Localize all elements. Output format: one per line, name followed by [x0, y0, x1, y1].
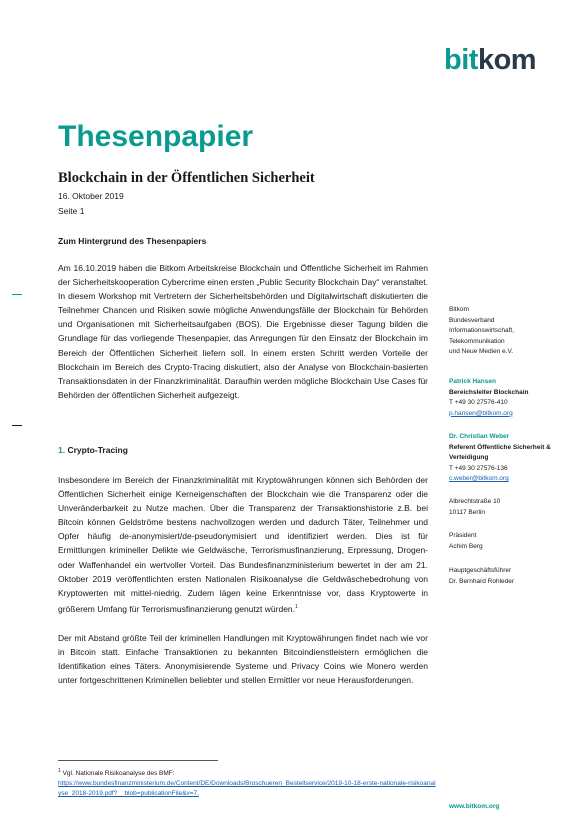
logo-part-bit: bit [444, 44, 478, 76]
intro-heading: Zum Hintergrund des Thesenpapiers [58, 236, 207, 246]
sidebar-address [449, 497, 584, 518]
page-number: Seite 1 [58, 206, 85, 216]
footnote-marker: 1 [58, 768, 61, 774]
section-1-title: Crypto-Tracing [67, 445, 128, 455]
footnote-reference[interactable]: 1 [295, 603, 298, 610]
margin-mark-bottom [12, 425, 22, 426]
sidebar-organization [449, 305, 584, 358]
contact-role: Bereichsleiter Blockchain [449, 388, 529, 396]
president-label: Präsident [449, 532, 477, 539]
paragraph-3: Der mit Abstand größte Teil der kriminellen Handlungen mit Kryptowährungen findet nach wie vor in Bitcoin statt. Einfache Transaktionen zu bekannten Bitcoindienstleistern ermöglichen die Identifikation eines Täters. Anonymisierende Systeme und Privacy Coins wie Monero werden unter fortgeschrittenen Kriminellen beliebter und stellen Ermittler vor neue Herausforderungen. [58, 633, 428, 686]
org-line: Telekommunikation [449, 337, 505, 345]
contact-email-link[interactable]: p.hansen@bitkom.org [449, 409, 513, 417]
contact-email-link[interactable]: c.weber@bitkom.org [449, 475, 509, 483]
footnote-url-link[interactable]: https://www.bundesfinanzministerium.de/Content/DE/Downloads/Broschueren_Bestellservice/2019-10-18-erste-nationale-risikoanalyse_2018-2019.pdf?__blob=publicationFile&v=7. [58, 780, 436, 798]
logo-part-kom: kom [477, 44, 537, 76]
president-name: Achim Berg [449, 542, 483, 550]
sidebar-president [449, 531, 584, 552]
contact-name: Dr. Christian Weber [449, 433, 510, 440]
ceo-label: Hauptgeschäftsführer [449, 567, 512, 574]
footnote-divider [58, 760, 218, 761]
sidebar-contact-2 [449, 432, 584, 485]
address-line: 10117 Berlin [449, 508, 486, 516]
footer-website-link[interactable]: www.bitkom.org [449, 803, 500, 810]
sidebar-contact-1 [449, 377, 584, 419]
ceo-name: Dr. Bernhard Rohleder [449, 577, 515, 585]
sidebar-ceo [449, 566, 584, 587]
paragraph-2-text: Insbesondere im Bereich der Finanzkriminalität mit Kryptowährungen können sich Behörden der Öffentlichen Sicherheit einige Kerneigenschaften der Blockchain wie die Transparenz oder die Unveränderbarkeit zu Nutze machen. Über die Transparenz der Transaktionshistorie z.B. bei Bitcoin können Geldströme bestens nachvollzogen werden und dadurch Täter, Teilnehmer und Opfer häufig de-anonymisiert/de-pseudonymisiert und identifiziert werden. Dies ist für Ermittlungen krimineller Delikte wie Geldwäsche, Terrorismusfinanzierung, Erpressung, Drogen- oder Waffenhandel ein wertvoller Vorteil. Das Bundesfinanzministerium bewertet in der am 21. Oktober 2019 veröffentlichten ersten Nationalen Risikoanalyse die Geldwäschebedrohung von Kryptowerten mit mittel-niedrig. Zudem lägen keine Erkenntnisse vor, dass Kryptowerte in größerem Umfang für Terrorismusfinanzierung genutzt würden. [58, 475, 428, 614]
address-line: Albrechtstraße 10 [449, 498, 501, 505]
paragraph-2 [58, 473, 428, 616]
document-title: Blockchain in der Öffentlichen Sicherheit [58, 170, 315, 186]
paragraph-1: Am 16.10.2019 haben die Bitkom Arbeitskreise Blockchain und Öffentliche Sicherheit im Rahmen der Sicherheitskooperation Cybercrime einen ersten „Public Security Blockchain Day“ veranstaltet. In diesem Workshop mit Vertretern der Sicherheitsbehörden und Digitalwirtschaft diskutierten die Teilnehmer Chancen und Risiken sowie mögliche Anwendungsfälle der Blockchain für Behörden und Organisationen mit Sicherheitsaufgaben (BOS). Die Ergebnisse dieser Tagung bilden die Grundlage für das vorliegende Thesenpapier, das Anregungen für den Einsatz der Blockchain im Bereich der Öffentlichen Sicherheit liefern soll. In einem ersten Schritt werden Vorteile der Blockchain im Bereich des Crypto-Tracing diskutiert, also der Analyse von Blockchain-basierten Transaktionsdaten in der Finanzkriminalität. Daraufhin werden mögliche Blockchain Use Cases für Behörden der öffentlichen Sicherheit aufgezeigt. [58, 263, 428, 400]
document-type: Thesenpapier [58, 120, 254, 153]
margin-mark-top [12, 294, 22, 295]
org-line: Bundesverband [449, 316, 495, 324]
footnote-text-line [58, 766, 438, 779]
footnote-text: Vgl. Nationale Risikoanalyse des BMF: [62, 770, 175, 778]
contact-phone: T +49 30 27576-410 [449, 399, 508, 407]
intro-paragraph [58, 261, 428, 402]
bitkom-logo [444, 44, 536, 77]
crypto-tracing-paragraph [58, 473, 428, 616]
section-1-heading [58, 445, 128, 455]
org-line: und Neue Medien e.V. [449, 348, 514, 356]
contact-role: Referent Öffentliche Sicherheit & Verteidigung [449, 443, 551, 462]
org-line: Informationswirtschaft, [449, 327, 515, 335]
contact-name: Patrick Hansen [449, 378, 496, 385]
bitcoin-paragraph [58, 631, 428, 687]
contact-phone: T +49 30 27576-136 [449, 464, 508, 472]
org-line: Bitkom [449, 306, 469, 313]
document-date: 16. Oktober 2019 [58, 191, 124, 201]
footnote [58, 766, 438, 799]
section-1-number: 1. [58, 445, 66, 455]
